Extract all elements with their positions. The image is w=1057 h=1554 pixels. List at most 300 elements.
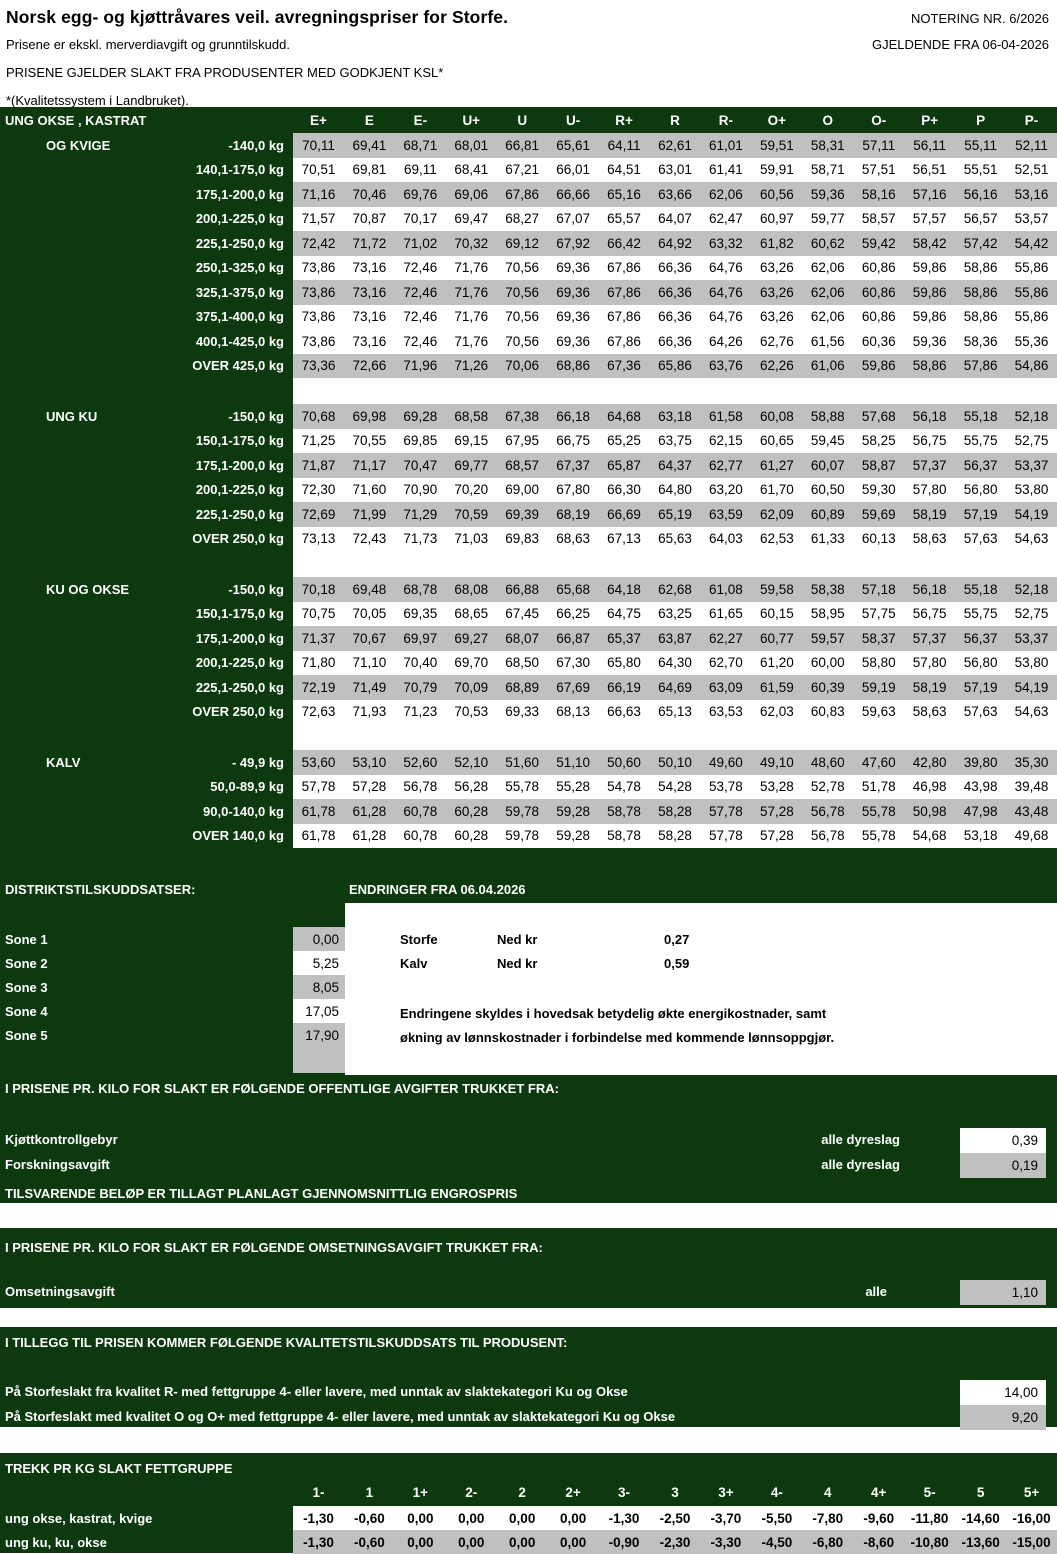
price-cell: 62,76	[751, 329, 802, 354]
price-cell: 60,89	[802, 502, 853, 527]
price-cell: 57,80	[904, 478, 955, 503]
trekk-cell: 0,00	[548, 1530, 599, 1554]
price-cell: 67,13	[599, 527, 650, 552]
price-cell: 65,19	[650, 502, 701, 527]
price-cell: 63,26	[751, 280, 802, 305]
table-row	[0, 478, 1057, 503]
price-cell: 67,95	[497, 429, 548, 454]
price-cell: 59,86	[904, 280, 955, 305]
fat-group-column-header: 4+	[871, 1484, 887, 1500]
price-cell: 58,80	[853, 651, 904, 676]
price-cell: 63,75	[650, 429, 701, 454]
price-cell: 69,36	[548, 280, 599, 305]
price-cell: 67,38	[497, 404, 548, 429]
price-cell: 58,63	[904, 527, 955, 552]
price-cell: 72,46	[395, 280, 446, 305]
noting-number: NOTERING NR. 6/2026	[911, 11, 1049, 26]
public-fees-footer: TILSVARENDE BELØP ER TILLAGT PLANLAGT GJENNOMSNITTLIG ENGROSPRIS	[5, 1186, 518, 1201]
price-cell: 66,87	[548, 626, 599, 651]
price-cell: 69,70	[446, 651, 497, 676]
price-cell: 70,79	[395, 675, 446, 700]
price-cell: 68,86	[548, 354, 599, 379]
weight-label: 375,1-400,0 kg	[195, 309, 284, 325]
price-cell: 70,11	[293, 133, 344, 158]
price-cell: 69,39	[497, 502, 548, 527]
quality-title: I TILLEGG TIL PRISEN KOMMER FØLGENDE KVALITETSTILSKUDDSATS TIL PRODUSENT:	[5, 1335, 568, 1350]
table-row	[0, 354, 1057, 379]
weight-label: 150,1-175,0 kg	[195, 606, 284, 622]
row-label-cell	[0, 651, 293, 676]
price-cell: 70,68	[293, 404, 344, 429]
trekk-cell: -4,50	[751, 1530, 802, 1554]
price-cell: 68,63	[548, 527, 599, 552]
weight-label: 250,1-325,0 kg	[195, 260, 284, 276]
table-row	[0, 280, 1057, 305]
price-cell: 47,98	[955, 799, 1006, 824]
price-cell: 46,98	[904, 775, 955, 800]
price-cell: 70,56	[497, 280, 548, 305]
weight-label: 200,1-225,0 kg	[195, 211, 284, 227]
price-cell: 57,28	[344, 775, 395, 800]
price-cell: 70,17	[395, 207, 446, 232]
gap-fill	[293, 378, 1057, 404]
price-cell: 67,21	[497, 158, 548, 183]
price-cell: 70,53	[446, 700, 497, 725]
price-cell: 56,80	[955, 651, 1006, 676]
price-cell: 56,78	[802, 824, 853, 849]
table-row	[0, 577, 1057, 602]
price-cell: 67,86	[599, 329, 650, 354]
price-cell: 62,27	[700, 626, 751, 651]
fee-label: Omsetningsavgift	[5, 1284, 115, 1299]
price-cell: 42,80	[904, 750, 955, 775]
sales-fee-title: I PRISENE PR. KILO FOR SLAKT ER FØLGENDE OMSETNINGSAVGIFT TRUKKET FRA:	[5, 1240, 543, 1255]
price-cell: 56,18	[904, 577, 955, 602]
price-cell: 66,25	[548, 602, 599, 627]
price-cell: 66,36	[650, 256, 701, 281]
price-cell: 54,86	[1006, 354, 1057, 379]
price-cell: 64,80	[650, 478, 701, 503]
price-cell: 66,66	[548, 182, 599, 207]
price-cell: 56,11	[904, 133, 955, 158]
weight-label: 140,1-175,0 kg	[195, 162, 284, 178]
price-cell: 63,18	[650, 404, 701, 429]
table-row	[0, 602, 1057, 627]
table-row	[0, 700, 1057, 725]
zone-row	[0, 951, 345, 975]
group-gap-row	[0, 724, 1057, 750]
price-cell: 52,11	[1006, 133, 1057, 158]
price-cell: 73,86	[293, 280, 344, 305]
price-cell: 49,60	[700, 750, 751, 775]
price-cell: 71,76	[446, 256, 497, 281]
price-cell: 71,03	[446, 527, 497, 552]
price-cell: 71,25	[293, 429, 344, 454]
trekk-cell: -6,80	[802, 1530, 853, 1554]
price-cell: 50,60	[599, 750, 650, 775]
fat-group-column-header: 2	[518, 1484, 526, 1500]
trekk-corner-spacer	[0, 1480, 293, 1504]
price-cell: 63,25	[650, 602, 701, 627]
table-row	[0, 799, 1057, 824]
price-cell: 57,78	[700, 824, 751, 849]
column-header: R	[670, 112, 680, 128]
price-cell: 67,86	[599, 280, 650, 305]
price-cell: 59,28	[548, 799, 599, 824]
price-cell: 68,19	[548, 502, 599, 527]
price-cell: 56,16	[955, 182, 1006, 207]
price-cell: 69,06	[446, 182, 497, 207]
category-label: UNG KU	[46, 408, 98, 424]
price-cell: 69,97	[395, 626, 446, 651]
price-cell: 52,75	[1006, 602, 1057, 627]
price-cell: 69,77	[446, 453, 497, 478]
trekk-cell: -8,60	[853, 1530, 904, 1554]
price-cell: 62,70	[700, 651, 751, 676]
price-cell: 65,63	[650, 527, 701, 552]
table-row	[0, 429, 1057, 454]
price-cell: 59,69	[853, 502, 904, 527]
price-cell: 59,86	[904, 305, 955, 330]
price-cell: 60,62	[802, 231, 853, 256]
price-cell: 62,03	[751, 700, 802, 725]
price-cell: 67,36	[599, 354, 650, 379]
price-cell: 59,36	[904, 329, 955, 354]
price-cell: 56,75	[904, 602, 955, 627]
fee-label: Forskningsavgift	[5, 1157, 110, 1172]
price-cell: 71,10	[344, 651, 395, 676]
price-cell: 58,63	[904, 700, 955, 725]
ksl-footnote: *(Kvalitetssystem i Landbruket).	[6, 93, 189, 108]
zone-row	[0, 927, 345, 951]
price-cell: 63,53	[700, 700, 751, 725]
price-cell: 62,09	[751, 502, 802, 527]
price-cell: 60,07	[802, 453, 853, 478]
price-cell: 62,53	[751, 527, 802, 552]
price-cell: 54,19	[1006, 502, 1057, 527]
zone-extra-cell	[293, 1047, 345, 1073]
trekk-cell: -3,30	[700, 1530, 751, 1554]
price-cell: 60,78	[395, 824, 446, 849]
price-cell: 56,51	[904, 158, 955, 183]
price-cell: 73,16	[344, 256, 395, 281]
price-cell: 54,63	[1006, 527, 1057, 552]
price-cell: 62,15	[700, 429, 751, 454]
quality-value: 14,00	[960, 1380, 1046, 1405]
price-cell: 59,77	[802, 207, 853, 232]
trekk-cell: 0,00	[497, 1506, 548, 1530]
price-cell: 58,31	[802, 133, 853, 158]
price-cell: 63,87	[650, 626, 701, 651]
table-row	[0, 527, 1057, 552]
price-cell: 69,81	[344, 158, 395, 183]
price-cell: 58,19	[904, 675, 955, 700]
price-cell: 55,75	[955, 602, 1006, 627]
price-cell: 66,63	[599, 700, 650, 725]
column-header: P+	[921, 112, 939, 128]
zone-row	[0, 975, 345, 999]
table-row	[0, 133, 1057, 158]
trekk-title: TREKK PR KG SLAKT FETTGRUPPE	[5, 1461, 233, 1476]
price-cell: 64,75	[599, 602, 650, 627]
price-cell: 62,77	[700, 453, 751, 478]
price-cell: 69,76	[395, 182, 446, 207]
price-cell: 71,72	[344, 231, 395, 256]
category-label: KU OG OKSE	[46, 581, 130, 597]
price-cell: 70,46	[344, 182, 395, 207]
fee-value: 0,19	[960, 1153, 1046, 1178]
trekk-row-label: ung ku, ku, okse	[5, 1534, 107, 1550]
price-cell: 49,10	[751, 750, 802, 775]
trekk-cell: -16,00	[1006, 1506, 1057, 1530]
price-cell: 60,86	[853, 256, 904, 281]
price-cell: 73,16	[344, 280, 395, 305]
price-cell: 69,35	[395, 602, 446, 627]
zone-value: 17,05	[293, 999, 345, 1023]
trekk-cell: -0,60	[344, 1506, 395, 1530]
weight-label: 175,1-200,0 kg	[195, 457, 284, 473]
price-table	[0, 107, 1057, 878]
fee-row	[0, 1153, 1057, 1178]
price-cell: 65,68	[548, 577, 599, 602]
price-cell: 66,81	[497, 133, 548, 158]
price-cell: 67,86	[599, 256, 650, 281]
price-cell: 47,60	[853, 750, 904, 775]
price-cell: 70,09	[446, 675, 497, 700]
fee-label: Kjøttkontrollgebyr	[5, 1132, 118, 1147]
price-cell: 55,78	[497, 775, 548, 800]
price-cell: 68,50	[497, 651, 548, 676]
price-cell: 69,33	[497, 700, 548, 725]
price-cell: 67,07	[548, 207, 599, 232]
trekk-cell: 0,00	[395, 1506, 446, 1530]
column-header: O	[822, 112, 834, 128]
gap-label-area	[0, 724, 293, 750]
price-cell: 73,16	[344, 305, 395, 330]
trekk-cell: -0,90	[599, 1530, 650, 1554]
table-row	[0, 256, 1057, 281]
group-gap-row	[0, 378, 1057, 404]
price-cell: 69,36	[548, 305, 599, 330]
column-header: E+	[310, 112, 327, 128]
table-row	[0, 824, 1057, 849]
price-cell: 59,58	[751, 577, 802, 602]
price-cell: 70,05	[344, 602, 395, 627]
trekk-cell: 0,00	[446, 1506, 497, 1530]
price-cell: 57,78	[293, 775, 344, 800]
price-cell: 69,12	[497, 231, 548, 256]
price-cell: 63,26	[751, 305, 802, 330]
fat-group-column-header: 5-	[923, 1484, 936, 1500]
price-cell: 52,51	[1006, 158, 1057, 183]
price-cell: 59,63	[853, 700, 904, 725]
price-cell: 70,87	[344, 207, 395, 232]
price-cell: 71,49	[344, 675, 395, 700]
price-cell: 58,78	[599, 799, 650, 824]
price-cell: 62,68	[650, 577, 701, 602]
price-cell: 70,51	[293, 158, 344, 183]
price-cell: 58,95	[802, 602, 853, 627]
price-cell: 58,86	[904, 354, 955, 379]
price-cell: 56,37	[955, 453, 1006, 478]
price-cell: 62,47	[700, 207, 751, 232]
fee-scope: alle dyreslag	[821, 1132, 900, 1147]
change-amount: 0,59	[664, 955, 690, 971]
price-cell: 53,78	[700, 775, 751, 800]
price-cell: 69,85	[395, 429, 446, 454]
price-cell: 53,37	[1006, 453, 1057, 478]
price-cell: 55,75	[955, 429, 1006, 454]
price-cell: 57,63	[955, 527, 1006, 552]
price-cell: 51,10	[548, 750, 599, 775]
price-cell: 66,30	[599, 478, 650, 503]
category-label: KALV	[46, 754, 81, 770]
price-cell: 66,36	[650, 329, 701, 354]
price-cell: 68,78	[395, 577, 446, 602]
price-cell: 68,57	[497, 453, 548, 478]
column-header: U-	[566, 112, 581, 128]
price-cell: 61,78	[293, 824, 344, 849]
price-cell: 58,86	[955, 280, 1006, 305]
price-cell: 58,87	[853, 453, 904, 478]
price-cell: 70,56	[497, 305, 548, 330]
trekk-cell: -5,50	[751, 1506, 802, 1530]
price-cell: 71,76	[446, 280, 497, 305]
price-cell: 57,18	[853, 577, 904, 602]
trekk-cell: -1,30	[293, 1530, 344, 1554]
trekk-cell: 0,00	[446, 1530, 497, 1554]
corner-label: UNG OKSE , KASTRAT	[5, 112, 147, 128]
price-cell: 65,80	[599, 651, 650, 676]
weight-label: OVER 250,0 kg	[192, 531, 284, 547]
price-cell: 58,19	[904, 502, 955, 527]
price-cell: 51,60	[497, 750, 548, 775]
fat-group-column-header: 1-	[312, 1484, 325, 1500]
price-cell: 48,60	[802, 750, 853, 775]
price-cell: 73,86	[293, 305, 344, 330]
fee-scope: alle dyreslag	[821, 1157, 900, 1172]
price-cell: 55,86	[1006, 280, 1057, 305]
price-cell: 57,86	[955, 354, 1006, 379]
price-cell: 53,37	[1006, 626, 1057, 651]
price-cell: 55,78	[853, 799, 904, 824]
price-cell: 56,78	[802, 799, 853, 824]
trekk-cell: -0,60	[344, 1530, 395, 1554]
price-cell: 67,45	[497, 602, 548, 627]
price-cell: 71,29	[395, 502, 446, 527]
row-label-cell	[0, 207, 293, 232]
price-cell: 70,90	[395, 478, 446, 503]
table-row	[0, 207, 1057, 232]
price-cell: 57,42	[955, 231, 1006, 256]
price-cell: 70,32	[446, 231, 497, 256]
price-cell: 71,76	[446, 305, 497, 330]
price-cell: 57,68	[853, 404, 904, 429]
price-cell: 56,75	[904, 429, 955, 454]
gap-fill	[293, 551, 1057, 577]
changes-title: ENDRINGER FRA 06.04.2026	[349, 882, 526, 897]
column-header: E	[364, 112, 374, 128]
price-cell: 57,57	[904, 207, 955, 232]
price-cell: 68,58	[446, 404, 497, 429]
price-cell: 66,19	[599, 675, 650, 700]
price-cell: 69,47	[446, 207, 497, 232]
price-cell: 64,76	[700, 305, 751, 330]
price-cell: 72,66	[344, 354, 395, 379]
price-cell: 70,55	[344, 429, 395, 454]
price-cell: 66,36	[650, 280, 701, 305]
table-row	[0, 182, 1057, 207]
price-cell: 66,36	[650, 305, 701, 330]
price-cell: 64,18	[599, 577, 650, 602]
price-cell: 67,86	[497, 182, 548, 207]
table-row	[0, 453, 1057, 478]
row-label-cell	[0, 799, 293, 824]
trekk-cell: -15,00	[1006, 1530, 1057, 1554]
row-label-cell	[0, 626, 293, 651]
price-cell: 65,61	[548, 133, 599, 158]
price-cell: 69,11	[395, 158, 446, 183]
table-row	[0, 404, 1057, 429]
row-label-cell	[0, 750, 293, 775]
trekk-section	[0, 1453, 1057, 1553]
price-cell: 53,10	[344, 750, 395, 775]
price-cell: 69,83	[497, 527, 548, 552]
column-header: R-	[718, 112, 734, 128]
price-cell: 70,75	[293, 602, 344, 627]
price-cell: 56,78	[395, 775, 446, 800]
table-row	[0, 675, 1057, 700]
price-cell: 70,18	[293, 577, 344, 602]
price-cell: 54,28	[650, 775, 701, 800]
row-label-cell	[0, 478, 293, 503]
price-cell: 70,59	[446, 502, 497, 527]
weight-label: 175,1-200,0 kg	[195, 186, 284, 202]
weight-label: - 49,9 kg	[231, 754, 284, 770]
ksl-line: PRISENE GJELDER SLAKT FRA PRODUSENTER MED GODKJENT KSL*	[6, 65, 444, 80]
price-cell: 55,28	[548, 775, 599, 800]
price-cell: 63,76	[700, 354, 751, 379]
row-label-cell	[0, 429, 293, 454]
row-label-cell	[0, 329, 293, 354]
price-cell: 67,86	[599, 305, 650, 330]
price-cell: 69,36	[548, 329, 599, 354]
price-cell: 69,15	[446, 429, 497, 454]
trekk-cell: 0,00	[497, 1530, 548, 1554]
price-cell: 56,80	[955, 478, 1006, 503]
group-gap-row	[0, 551, 1057, 577]
price-cell: 62,26	[751, 354, 802, 379]
price-cell: 71,87	[293, 453, 344, 478]
price-cell: 58,86	[955, 256, 1006, 281]
price-cell: 57,63	[955, 700, 1006, 725]
price-cell: 52,18	[1006, 404, 1057, 429]
change-note-line-1: Endringene skyldes i hovedsak betydelig økte energikostnader, samt	[400, 1006, 827, 1021]
price-cell: 59,36	[802, 182, 853, 207]
weight-label: OVER 250,0 kg	[192, 704, 284, 720]
price-cell: 69,98	[344, 404, 395, 429]
public-fees-title: I PRISENE PR. KILO FOR SLAKT ER FØLGENDE OFFENTLIGE AVGIFTER TRUKKET FRA:	[5, 1081, 559, 1096]
weight-label: 150,1-175,0 kg	[195, 433, 284, 449]
price-cell: 65,86	[650, 354, 701, 379]
fee-row	[0, 1280, 1057, 1305]
price-cell: 60,86	[853, 305, 904, 330]
trekk-cell: -13,60	[955, 1530, 1006, 1554]
fat-group-column-header: 3-	[618, 1484, 631, 1500]
price-cell: 61,06	[802, 354, 853, 379]
quality-value: 9,20	[960, 1405, 1046, 1430]
trekk-cell: 0,00	[548, 1506, 599, 1530]
